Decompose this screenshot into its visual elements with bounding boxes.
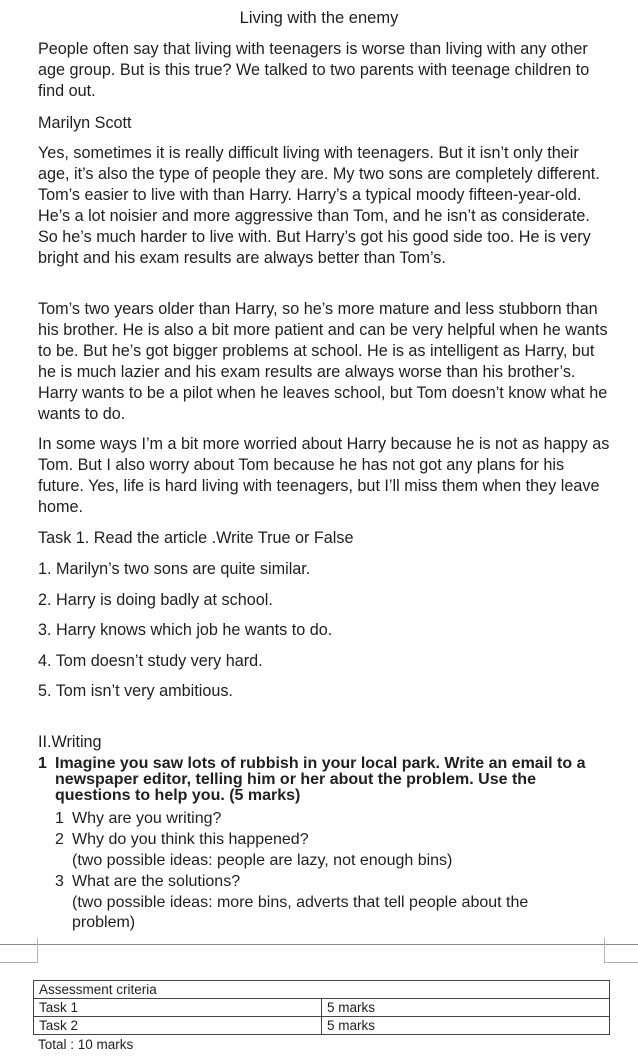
- table-row: [34, 1017, 610, 1035]
- question-3-text: What are the solutions?: [72, 873, 241, 890]
- speaker-name: Marilyn Scott: [38, 114, 132, 132]
- writing-task-number: 1: [38, 755, 47, 772]
- table-row: [34, 999, 610, 1017]
- assessment-header: Assessment criteria: [34, 981, 610, 999]
- total-marks: Total : 10 marks: [38, 1037, 134, 1052]
- writing-heading: II.Writing: [38, 733, 102, 751]
- marks-cell: 5 marks: [322, 999, 610, 1017]
- writing-prompt: Imagine you saw lots of rubbish in your local park. Write an email to a newspaper editor, telling him or her about the problem. Use the questions to help you. (5 marks): [55, 755, 586, 804]
- question-3-number: 3: [55, 873, 64, 890]
- page-corner-mark-left: [0, 938, 38, 963]
- task1-item-2: 2. Harry is doing badly at school.: [38, 591, 273, 609]
- article-title: Living with the enemy: [239, 9, 399, 27]
- intro-paragraph: People often say that living with teenagers is worse than living with any other age group. But is this true? We talked to two parents with teenage children to find out.: [38, 40, 590, 100]
- article-paragraph-1: Yes, sometimes it is really difficult living with teenagers. But it isn’t only their age, it’s also the type of people they are. My two sons are completely different. Tom’s easier to live with than Harry. Harry’s a typical moody fifteen-year-old. He’s a lot noisier and more aggressive than Tom, and he isn’t as considerate. So he’s much harder to live with. But Harry’s got his good side too. He is very bright and his exam results are always better than Tom’s.: [38, 144, 600, 267]
- task1-item-4: 4. Tom doesn’t study very hard.: [38, 652, 263, 670]
- assessment-table: [33, 980, 610, 1035]
- assessment-header-row: [34, 981, 610, 999]
- question-2-text: Why do you think this happened?: [72, 831, 309, 848]
- article-paragraph-3: In some ways I’m a bit more worried about Harry because he is not as happy as Tom. But I also worry about Tom because he has not got any plans for his future. Yes, life is hard living with teenagers, but I’ll miss them when they leave home.: [38, 435, 610, 516]
- page-corner-mark-right: [604, 938, 638, 963]
- question-3-note: (two possible ideas: more bins, adverts that tell people about the problem): [72, 894, 529, 931]
- task1-item-5: 5. Tom isn’t very ambitious.: [38, 682, 233, 700]
- marks-cell: 5 marks: [322, 1017, 610, 1035]
- article-paragraph-2: Tom’s two years older than Harry, so he’s more mature and less stubborn than his brother. He is also a bit more patient and can be very helpful when he wants to be. But he’s got bigger problems at school. He is as intelligent as Harry, but he is much lazier and his exam results are always worse than his brother’s. Harry wants to be a pilot when he leaves school, but Tom doesn’t know what he wants to do.: [38, 300, 608, 423]
- task1-item-3: 3. Harry knows which job he wants to do.: [38, 621, 333, 639]
- task-cell: Task 1: [34, 999, 322, 1017]
- question-1-number: 1: [55, 810, 64, 827]
- page-break-line: [0, 944, 638, 945]
- task1-item-1: 1. Marilyn’s two sons are quite similar.: [38, 560, 311, 578]
- question-1-text: Why are you writing?: [72, 810, 222, 827]
- question-2-number: 2: [55, 831, 64, 848]
- task1-title: Task 1. Read the article .Write True or False: [38, 529, 354, 547]
- task-cell: Task 2: [34, 1017, 322, 1035]
- question-2-note: (two possible ideas: people are lazy, not enough bins): [72, 852, 453, 869]
